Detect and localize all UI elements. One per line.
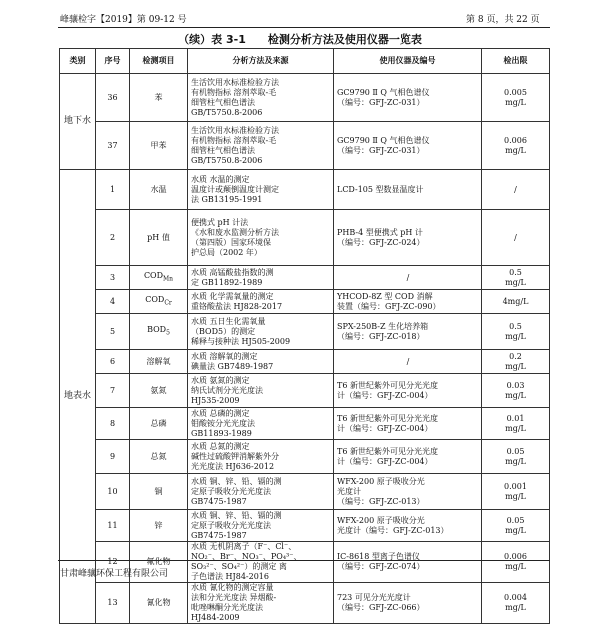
cell-line: 光度计 [337, 486, 361, 496]
detection-limit [482, 314, 550, 350]
cell-line: 细管柱气相色谱法 [191, 145, 255, 155]
cell-line: 护总局（2002 年） [191, 247, 262, 257]
category-surface-water [60, 170, 96, 624]
method-cell [188, 374, 334, 408]
detection-limit [482, 408, 550, 440]
cell-line: SPX-250B-Z 生化培养箱 [337, 321, 429, 331]
row-number: 7 [96, 374, 130, 408]
cell-line: 水质 铜、锌、铅、镉的测 [191, 510, 282, 520]
instrument-cell [334, 314, 482, 350]
cell-line: 0.03 [506, 380, 525, 390]
item-name [130, 510, 188, 542]
row-number: 12 [96, 542, 130, 583]
cell-line: mg/L [505, 331, 526, 341]
cell-line: IC-8618 型离子色谱仪 [337, 552, 420, 561]
table-row [60, 170, 550, 210]
cell-line: WFX-200 原子吸收分光 [337, 515, 425, 525]
cell-line: 钼酸铵分光光度法 [191, 418, 255, 428]
method-cell [188, 510, 334, 542]
cell-line: 水质 高锰酸盐指数的测 [191, 267, 274, 277]
item-text: 锌 [154, 520, 163, 530]
cell-line: GB7475-1987 [191, 496, 247, 506]
col-header-category: 类别 [60, 49, 96, 74]
cell-line: 计（编号：GFJ-ZC-004） [337, 390, 433, 400]
report-number: 峰骧检字【2019】第 09-12 号 [60, 15, 187, 25]
detection-limit [482, 210, 550, 266]
cell-line: 水质 铜、锌、铅、镉的测 [191, 476, 282, 486]
item-name [130, 440, 188, 474]
item-name [130, 170, 188, 210]
cell-line: 计（编号：GFJ-ZC-004） [337, 423, 433, 433]
cell-line: （编号：GFJ-ZC-013） [337, 496, 425, 506]
cell-line: 法 GB13195-1991 [191, 194, 263, 204]
detection-limit [482, 170, 550, 210]
cell-line: T6 新世纪紫外可见分光光度 [337, 413, 438, 423]
cell-line: （BOD5）的测定 [191, 326, 256, 336]
table-row [60, 374, 550, 408]
company-name: 甘肃峰骧环保工程有限公司 [60, 569, 169, 579]
instrument-cell [334, 440, 482, 474]
item-name [130, 290, 188, 314]
method-cell [188, 74, 334, 122]
cell-line: 水质 氨氮的测定 [191, 375, 250, 385]
cell-line: （编号：GFJ-ZC-066） [337, 603, 425, 612]
cell-line: 计（编号：GFJ-ZC-004） [337, 456, 433, 466]
cell-line: 法和分光光度法 异烟酸- [191, 593, 277, 602]
item-text: 总氮 [150, 451, 167, 461]
category-label: 地下水 [63, 116, 91, 126]
item-name [130, 122, 188, 170]
cell-line: 水质 总氮的测定 [191, 441, 250, 451]
item-text: BOD [147, 324, 167, 334]
item-name [130, 74, 188, 122]
table-row [60, 440, 550, 474]
cell-line: mg/L [505, 145, 526, 155]
method-cell [188, 122, 334, 170]
method-cell [188, 440, 334, 474]
cell-line: / [406, 356, 410, 366]
item-name [130, 374, 188, 408]
table-row [60, 122, 550, 170]
cell-line: SO₃²⁻、SO₄²⁻）的测定 离 [191, 562, 287, 571]
cell-line: 碘量法 GB7489-1987 [191, 361, 274, 371]
cell-line: GB/T5750.8-2006 [191, 155, 263, 165]
cell-line: T6 新世纪紫外可见分光光度 [337, 380, 438, 390]
cell-line: mg/L [505, 97, 526, 107]
cell-line: LCD-105 型数显温度计 [337, 184, 424, 194]
method-cell [188, 290, 334, 314]
cell-line: 细管柱气相色谱法 [191, 97, 255, 107]
detection-limit [482, 350, 550, 374]
cell-line: 水质 五日生化需氧量 [191, 316, 266, 326]
cell-line: 水质 化学需氧量的测定 [191, 291, 274, 301]
row-number: 37 [96, 122, 130, 170]
cell-line: 0.5 [509, 321, 522, 331]
footer-rule [58, 560, 550, 561]
header-rule [58, 27, 550, 28]
cell-line: （编号：GFJ-ZC-031） [337, 97, 425, 107]
row-number: 5 [96, 314, 130, 350]
instrument-cell [334, 290, 482, 314]
cell-line: 光度计（编号：GFJ-ZC-013） [337, 525, 449, 535]
cell-line: 水质 水温的测定 [191, 174, 250, 184]
instrument-cell [334, 350, 482, 374]
cell-line: 0.05 [506, 446, 525, 456]
table-row [60, 266, 550, 290]
cell-line: mg/L [505, 456, 526, 466]
cell-line: / [514, 184, 517, 194]
cell-line: 定原子吸收分光光度法 [191, 520, 271, 530]
cell-line: 0.001 [504, 481, 527, 491]
row-number: 10 [96, 474, 130, 510]
col-header-limit: 检出限 [482, 49, 550, 74]
method-cell [188, 350, 334, 374]
item-subscript: Cr [164, 299, 172, 307]
cell-line: 定 GB11892-1989 [191, 277, 263, 287]
cell-line: / [406, 272, 410, 282]
item-name [130, 210, 188, 266]
col-header-instrument: 使用仪器及编号 [334, 49, 482, 74]
cell-line: 0.005 [504, 87, 527, 97]
cell-line: 纳氏试剂分光光度法 [191, 385, 263, 395]
cell-line: 便携式 pH 计法 [191, 217, 249, 227]
item-text: 苯 [154, 92, 163, 102]
item-text: 甲苯 [150, 140, 167, 150]
cell-line: 0.5 [509, 267, 522, 277]
table-row [60, 583, 550, 624]
method-cell [188, 210, 334, 266]
instrument-cell [334, 542, 482, 583]
detection-limit [482, 474, 550, 510]
item-text: 氟化物 [146, 557, 171, 566]
cell-line: 0.01 [506, 413, 525, 423]
table-row [60, 74, 550, 122]
cell-line: YHCOD-8Z 型 COD 消解 [337, 291, 433, 301]
category-groundwater [60, 74, 96, 170]
page-number: 第 8 页，共 22 页 [466, 15, 540, 25]
instrument-cell [334, 210, 482, 266]
item-text: 水温 [150, 184, 167, 194]
row-number: 36 [96, 74, 130, 122]
table-row [60, 510, 550, 542]
table-header-row [60, 49, 550, 74]
method-cell [188, 170, 334, 210]
item-subscript: 5 [166, 329, 170, 337]
item-name [130, 408, 188, 440]
row-number: 2 [96, 210, 130, 266]
cell-line: mg/L [505, 525, 526, 535]
cell-line: T6 新世纪紫外可见分光光度 [337, 446, 438, 456]
detection-limit [482, 266, 550, 290]
cell-line: mg/L [505, 562, 526, 571]
cell-line: 0.004 [504, 593, 527, 602]
row-number: 13 [96, 583, 130, 624]
cell-line: GC9790 Ⅱ Q 气相色谱仪 [337, 87, 430, 97]
cell-line: 生活饮用水标准检验方法 [191, 77, 279, 87]
item-name [130, 266, 188, 290]
row-number: 4 [96, 290, 130, 314]
cell-line: 水质 溶解氧的测定 [191, 351, 258, 361]
item-text: 铜 [154, 486, 163, 496]
item-name [130, 314, 188, 350]
cell-line: 碱性过硫酸钾消解紫外分 [191, 451, 279, 461]
table-row [60, 474, 550, 510]
methods-table [59, 48, 550, 624]
cell-line: （编号：GFJ-ZC-018） [337, 331, 425, 341]
table-row [60, 408, 550, 440]
cell-line: 4mg/L [502, 296, 529, 306]
row-number: 11 [96, 510, 130, 542]
instrument-cell [334, 122, 482, 170]
instrument-cell [334, 74, 482, 122]
cell-line: （第四版）国家环境保 [191, 237, 271, 247]
table-row [60, 350, 550, 374]
cell-line: 有机物指标 溶剂萃取-毛 [191, 135, 277, 145]
cell-line: mg/L [505, 491, 526, 501]
cell-line: 0.2 [509, 351, 522, 361]
item-name [130, 350, 188, 374]
detection-limit [482, 440, 550, 474]
cell-line: / [514, 232, 517, 242]
col-header-number: 序号 [96, 49, 130, 74]
item-name [130, 474, 188, 510]
cell-line: 0.006 [504, 552, 527, 561]
instrument-cell [334, 408, 482, 440]
cell-line: GC9790 Ⅱ Q 气相色谱仪 [337, 135, 430, 145]
row-number: 8 [96, 408, 130, 440]
cell-line: 定原子吸收分光光度法 [191, 486, 271, 496]
item-text: pH 值 [147, 232, 170, 242]
cell-line: 0.05 [506, 515, 525, 525]
cell-line: PHB-4 型便携式 pH 计 [337, 227, 423, 237]
detection-limit [482, 122, 550, 170]
item-subscript: Mn [163, 275, 174, 283]
cell-line: HJ535-2009 [191, 395, 240, 405]
cell-line: 水质 总磷的测定 [191, 408, 250, 418]
method-cell [188, 542, 334, 583]
item-text: 溶解氧 [146, 356, 171, 366]
cell-line: WFX-200 原子吸收分光 [337, 476, 425, 486]
cell-line: 稀释与接种法 HJ505-2009 [191, 336, 291, 346]
instrument-cell [334, 583, 482, 624]
instrument-cell [334, 510, 482, 542]
cell-line: 《水和废水监测分析方法 [191, 227, 279, 237]
table-body [60, 74, 550, 624]
detection-limit [482, 542, 550, 583]
item-text: COD [143, 270, 164, 280]
method-cell [188, 583, 334, 624]
cell-line: HJ484-2009 [191, 613, 240, 622]
cell-line: mg/L [505, 277, 526, 287]
table-title: （续）表 3-1 检测分析方法及使用仪器一览表 [178, 33, 422, 46]
instrument-cell [334, 266, 482, 290]
cell-line: mg/L [505, 603, 526, 612]
cell-line: （编号：GFJ-ZC-031） [337, 145, 425, 155]
detection-limit [482, 374, 550, 408]
table-row [60, 210, 550, 266]
instrument-cell [334, 474, 482, 510]
cell-line: 水质 无机阴离子（F⁻、Cl⁻、 [191, 542, 297, 551]
row-number: 3 [96, 266, 130, 290]
cell-line: 水质 氰化物的测定容量 [191, 583, 274, 592]
cell-line: 装置（编号：GFJ-ZC-090） [337, 301, 441, 311]
item-name [130, 583, 188, 624]
cell-line: 光光度法 HJ636-2012 [191, 461, 275, 471]
cell-line: mg/L [505, 390, 526, 400]
cell-line: NO₂⁻、Br⁻、NO₃⁻、PO₄³⁻、 [191, 552, 302, 561]
detection-limit [482, 510, 550, 542]
category-label: 地表水 [63, 391, 91, 401]
row-number: 1 [96, 170, 130, 210]
item-text: 氨氮 [150, 385, 167, 395]
instrument-cell [334, 170, 482, 210]
method-cell [188, 474, 334, 510]
method-cell [188, 266, 334, 290]
row-number: 9 [96, 440, 130, 474]
instrument-cell [334, 374, 482, 408]
cell-line: 生活饮用水标准检验方法 [191, 125, 279, 135]
cell-line: 0.006 [504, 135, 527, 145]
cell-line: 吡唑啉酮分光光度法 [191, 603, 263, 612]
cell-line: 重铬酸盐法 HJ828-2017 [191, 301, 283, 311]
cell-line: 723 可见分光光度计 [337, 593, 411, 602]
col-header-item: 检测项目 [130, 49, 188, 74]
cell-line: mg/L [505, 423, 526, 433]
cell-line: 温度计或颠倒温度计测定 [191, 184, 279, 194]
cell-line: GB/T5750.8-2006 [191, 107, 263, 117]
detection-limit [482, 290, 550, 314]
item-text: 总磷 [150, 418, 167, 428]
cell-line: （编号：GFJ-ZC-024） [337, 237, 425, 247]
method-cell [188, 314, 334, 350]
cell-line: mg/L [505, 361, 526, 371]
method-cell [188, 408, 334, 440]
item-text: COD [145, 294, 165, 304]
col-header-method: 分析方法及来源 [188, 49, 334, 74]
cell-line: GB11893-1989 [191, 428, 252, 438]
item-text: 氰化物 [146, 598, 171, 607]
detection-limit [482, 74, 550, 122]
detection-limit [482, 583, 550, 624]
row-number: 6 [96, 350, 130, 374]
cell-line: （编号：GFJ-ZC-074） [337, 562, 425, 571]
cell-line: GB7475-1987 [191, 530, 247, 540]
table-row [60, 290, 550, 314]
table-row [60, 314, 550, 350]
cell-line: 子色谱法 HJ84-2016 [191, 572, 269, 581]
cell-line: 有机物指标 溶剂萃取-毛 [191, 87, 277, 97]
